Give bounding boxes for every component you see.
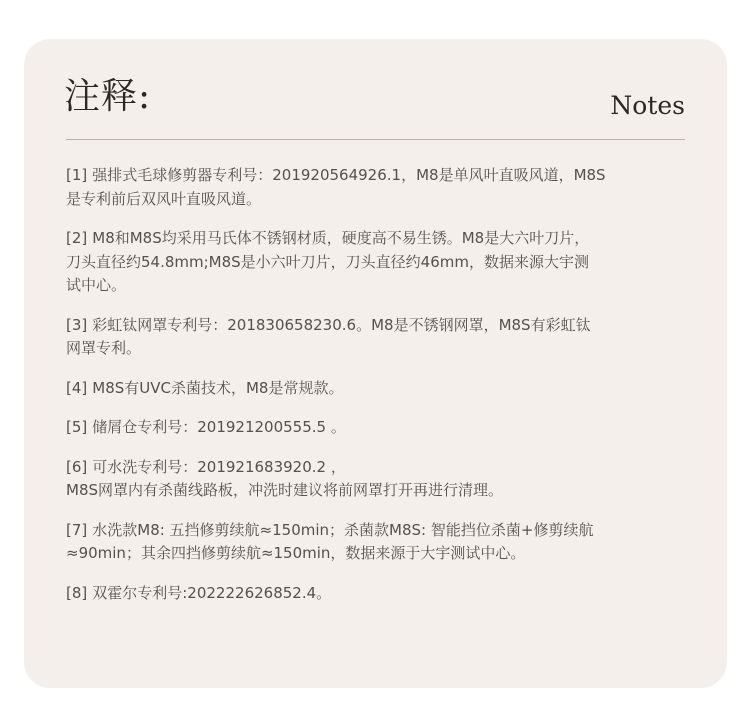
page-title: 注释: <box>64 76 152 117</box>
note-text: 可水洗专利号：201921683920.2 ， <box>92 457 346 476</box>
note-ref: [1] <box>66 166 88 184</box>
note-ref: [6] <box>66 457 88 476</box>
note-line <box>66 314 691 338</box>
divider <box>66 139 685 140</box>
page-subtitle: Notes <box>610 91 685 120</box>
note-item <box>66 377 691 401</box>
note-line <box>66 377 691 401</box>
note-item <box>66 416 691 440</box>
note-ref: [8] <box>66 583 88 602</box>
note-line <box>66 416 691 440</box>
note-text: M8S有UVC杀菌技术，M8是常规款。 <box>92 378 344 397</box>
note-text: 储屑仓专利号：201921200555.5 。 <box>92 418 346 436</box>
notes-list <box>66 164 691 605</box>
note-ref: [3] <box>66 315 88 334</box>
note-item <box>66 227 691 298</box>
note-ref: [2] <box>66 229 88 247</box>
note-text: 双霍尔专利号:202222626852.4。 <box>92 583 332 602</box>
note-ref: [7] <box>66 520 88 539</box>
note-line <box>66 227 691 251</box>
note-item <box>66 314 691 361</box>
note-line: ≈90min；其余四挡修剪续航≈150min，数据来源于大宇测试中心。 <box>66 544 526 562</box>
note-text: M8和M8S均采用马氏体不锈钢材质，硬度高不易生锈。M8是大六叶刀片， <box>92 229 590 247</box>
note-line <box>66 519 691 543</box>
notes-card <box>24 39 727 688</box>
note-text: 水洗款M8: 五挡修剪续航≈150min；杀菌款M8S: 智能挡位杀菌+修剪续航 <box>92 520 594 539</box>
note-line <box>66 582 691 606</box>
note-item <box>66 519 691 566</box>
note-line: M8S网罩内有杀菌线路板，冲洗时建议将前网罩打开再进行清理。 <box>66 481 504 499</box>
note-line: 是专利前后双风叶直吸风道。 <box>66 189 262 208</box>
note-item <box>66 164 691 211</box>
note-item <box>66 582 691 606</box>
note-line: 网罩专利。 <box>66 339 142 357</box>
note-line <box>66 164 691 188</box>
note-line <box>66 456 691 480</box>
note-text: 强排式毛球修剪器专利号：201920564926.1，M8是单风叶直吸风道，M8S <box>92 166 606 184</box>
note-line: 刀头直径约54.8mm;M8S是小六叶刀片，刀头直径约46mm，数据来源大宇测 <box>66 252 589 271</box>
note-line: 试中心。 <box>66 276 127 294</box>
note-item <box>66 456 691 503</box>
note-text: 彩虹钛网罩专利号：201830658230.6。M8是不锈钢网罩，M8S有彩虹钛 <box>92 315 591 334</box>
note-ref: [4] <box>66 378 88 397</box>
note-ref: [5] <box>66 418 88 436</box>
